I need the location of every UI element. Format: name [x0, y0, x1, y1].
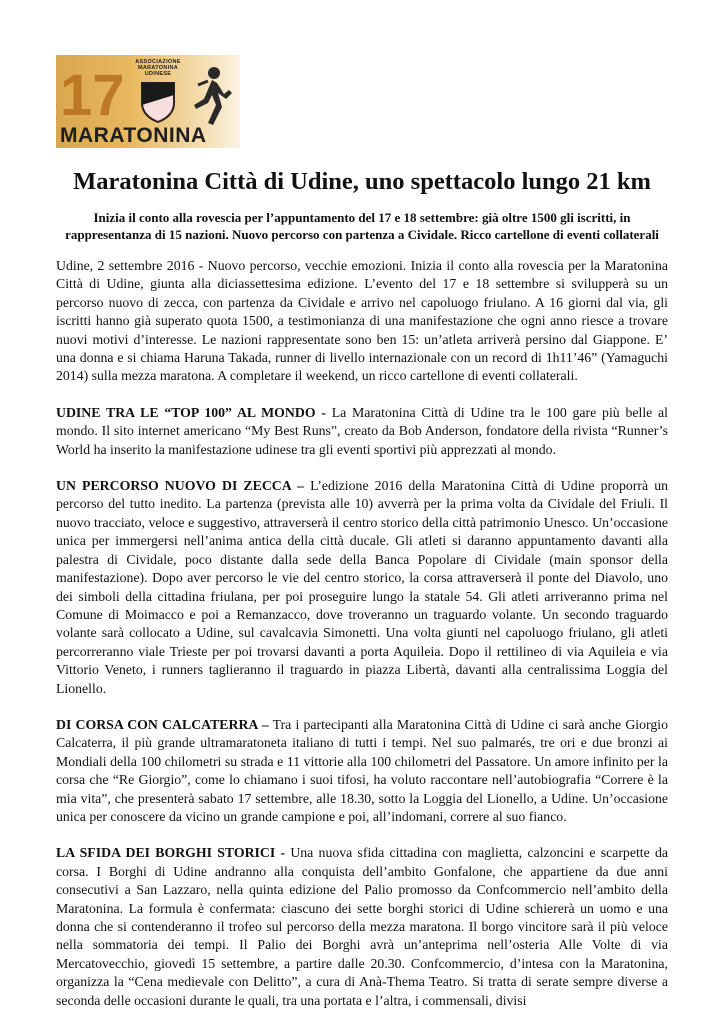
paragraph-borghi	[56, 844, 668, 1010]
paragraph-heading: LA SFIDA DEI BORGHI STORICI -	[56, 845, 286, 861]
paragraph-text: L’edizione 2016 della Maratonina Città di Udine proporrà un percorso del tutto inedito. La partenza (prevista alle 10) avverrà per la prima volta da Cividale del Friuli. Il nuovo tracciato, veloce e suggestivo, attraverserà il centro storico della città patrimonio Unesco. Un’occasione unica per immergersi nell’anima antica della città ducale. Gli atleti si daranno appuntamento davanti alla palestra di Cividale, poco distante dalla sede della Banca Popolare di Cividale (main sponsor della manifestazione). Dopo aver percorso le vie del centro storico, la corsa attraverserà il ponte del Diavolo, uno dei simboli della cittadina friulana, per poi proseguire lungo la statale 54. Gli atleti arriveranno prima nel Comune di Moimacco e poi a Remanzacco, dove troveranno un traguardo volante. Un secondo traguardo volante sarà collocato a Udine, sul cavalcavia Simonetti. Una volta giunti nel capoluogo friulano, gli atleti percorreranno viale Trieste per poi trovarsi davanti a porta Aquileia. Dopo il rettilineo di via Aquileia e via Vittorio Veneto, i runners taglieranno il traguardo in piazza Libertà, davanti alla centralissima Loggia del Lionello.	[56, 478, 668, 696]
paragraph-heading: UDINE TRA LE “TOP 100” AL MONDO -	[56, 404, 326, 420]
subtitle: Inizia il conto alla rovescia per l’appuntamento del 17 e 18 settembre: già oltre 1500 gli iscritti, in rappresentanza di 15 nazioni. Nuovo percorso con partenza a Cividale. Ricco cartellone di eventi collaterali	[65, 210, 659, 243]
paragraph-heading: UN PERCORSO NUOVO DI ZECCA –	[56, 478, 304, 494]
paragraph-text: Una nuova sfida cittadina con maglietta, calzoncini e scarpette da corsa. I Borghi di Udine andranno alla conquista dell’ambito Gonfalone, che appartiene da due anni consecutivi a San Lazzaro, nella quinta edizione del Palio promosso da Confcommercio nell’ambito della Maratonina. La formula è confermata: ciascuno dei sette borghi storici di Udine schiererà un uomo e una donna che si contenderanno il trofeo sul percorso della mezza maratona. Il borgo vincitore sarà il più veloce nella sommatoria dei tempi. Il Palio dei Borghi avrà un’anteprima nell’osteria Alle Volte di via Mercatovecchio, giovedì 15 settembre, a partire dalle 20.30. Confcommercio, d’intesa con la Maratonina, organizza la “Cena medievale con Delitto”, a cura di Anà-Thema Teatro. Si tratta di serate sempre diverse a seconda delle occasioni durante le quali, tra una portata e l’altra, i commensali, divisi	[56, 845, 668, 1008]
paragraph-top100	[56, 404, 668, 459]
paragraph-text: La Maratonina Città di Udine tra le 100 gare più belle al mondo. Il sito internet americano “My Best Runs”, creato da Bob Anderson, fondatore della rivista “Runner’s World ha inserito la manifestazione udinese tra gli eventi sportivi più apprezzati al mondo.	[56, 404, 669, 457]
paragraph-text: Udine, 2 settembre 2016 - Nuovo percorso, vecchie emozioni. Inizia il conto alla rovescia per la Maratonina Città di Udine, giunta alla diciassettesima edizione. L’evento del 17 e 18 settembre si svilupperà su un percorso nuovo di zecca, con partenza da Cividale e arrivo nel capoluogo friulano. A 16 giorni dal via, gli iscritti hanno già superato quota 1500, a testimonianza di una manifestazione che ogni anno riesce a trovare nuovi motivi d’interesse. Le nazioni rappresentate sono ben 15: un’atleta arriverà persino dal Giappone. E’ una donna e si chiama Haruna Takada, runner di livello internazionale con un record di 1h11’46” (Yamaguchi 2014) sulla mezza maratona. A completare il weekend, un ricco cartellone di eventi collaterali.	[56, 258, 668, 384]
logo-association-text: ASSOCIAZIONE MARATONINA UDINESE	[135, 59, 181, 78]
maratonina-logo	[56, 55, 240, 148]
article-body	[56, 257, 668, 1028]
shield-icon	[140, 81, 176, 123]
page-title: Maratonina Città di Udine, uno spettacolo lungo 21 km	[73, 168, 651, 195]
paragraph-intro	[56, 257, 668, 386]
paragraph-heading: DI CORSA CON CALCATERRA –	[56, 716, 269, 732]
paragraph-text: Tra i partecipanti alla Maratonina Città di Udine ci sarà anche Giorgio Calcaterra, il più grande ultramaratoneta italiano di tutti i tempi. Nel suo palmarés, tre ori e due bronzi ai Mondiali della 100 chilometri su strada e 11 vittorie alla 100 chilometri del Passatore. Un amore infinito per la corsa che “Re Giorgio”, come lo chiamano i suoi tifosi, ha voluto raccontare nell’autobiografia “Correre è la mia vita”, che presenterà sabato 17 settembre, alle 18.30, sotto la Loggia del Lionello, a Udine. Un’occasione unica per conoscere da vicino un grande campione e poi, all’indomani, correre al suo fianco.	[56, 716, 668, 824]
logo-brand-text: MARATONINA	[60, 124, 207, 147]
logo-edition-number: 17	[60, 63, 125, 128]
paragraph-percorso	[56, 477, 668, 698]
paragraph-calcaterra	[56, 716, 668, 826]
runner-icon	[184, 65, 238, 131]
